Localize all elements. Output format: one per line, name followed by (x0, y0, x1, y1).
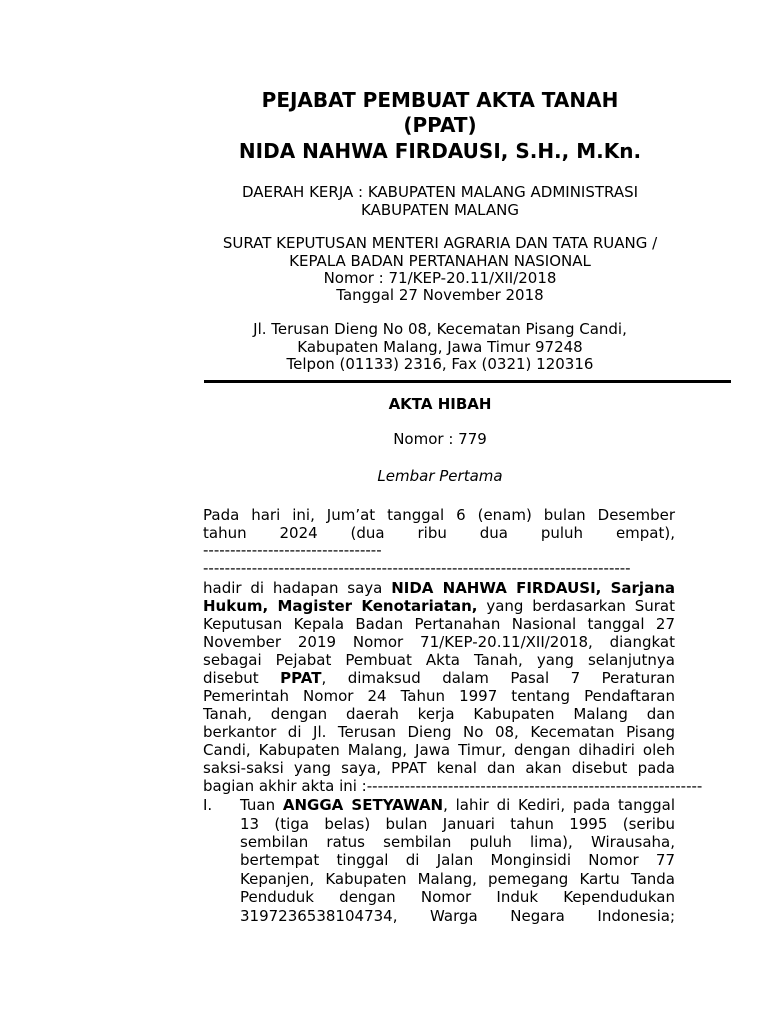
work-area-line-1: DAERAH KERJA : KABUPATEN MALANG ADMINISTRASI (241, 183, 639, 201)
text-run: hadir di hadapan saya (203, 579, 392, 597)
party-marker: I. (203, 796, 213, 814)
address-line-2: Kabupaten Malang, Jawa Timur 97248 (297, 338, 583, 356)
decree-line-1: SURAT KEPUTUSAN MENTERI AGRARIA DAN TATA RUANG / (222, 234, 658, 252)
party-line-1 (240, 796, 675, 814)
header-divider (204, 380, 731, 383)
paragraph-line-8: Tanah, dengan daerah kerja Kabupaten Malang dan (203, 705, 675, 723)
official-name-bold: NIDA NAHWA FIRDAUSI, Sarjana (391, 579, 675, 597)
official-degree-bold: Hukum, Magister Kenotariatan, (203, 597, 478, 615)
paragraph-line-9: berkantor di Jl. Terusan Dieng No 08, Kecematan Pisang (203, 723, 675, 741)
decree-number: Nomor : 71/KEP-20.11/XII/2018 (323, 269, 557, 287)
text-run: , lahir di Kediri, pada tanggal (443, 796, 676, 814)
party-line-4: bertempat tinggal di Jalan Monginsidi Nomor 77 (240, 851, 675, 869)
paragraph-line-7: Pemerintah Nomor 24 Tahun 1997 tentang Pendaftaran (203, 687, 675, 705)
paragraph-line-12: bagian akhir akta ini :-------------------------------------------------------------- (203, 777, 703, 795)
decree-line-2: KEPALA BADAN PERTANAHAN NASIONAL (289, 252, 591, 270)
deed-title: AKTA HIBAH (388, 395, 492, 413)
paragraph-line-10: Candi, Kabupaten Malang, Jawa Timur, dengan dihadiri oleh (203, 741, 675, 759)
official-name: NIDA NAHWA FIRDAUSI, S.H., M.Kn. (238, 139, 642, 163)
party-line-6: Penduduk dengan Nomor Induk Kependudukan (240, 888, 675, 906)
paragraph-line-6 (203, 669, 675, 687)
deed-sheet: Lembar Pertama (377, 467, 503, 485)
address-line-1: Jl. Terusan Dieng No 08, Kecematan Pisang Candi, (253, 320, 627, 338)
paragraph-line-2 (203, 597, 675, 615)
paragraph-line-3: Keputusan Kepala Badan Pertanahan Nasional tanggal 27 (203, 615, 675, 633)
party-line-7: 3197236538104734, Warga Negara Indonesia; (240, 907, 675, 925)
text-run: disebut (203, 669, 281, 687)
contact-line: Telpon (01133) 2316, Fax (0321) 120316 (286, 355, 594, 373)
opening-line-2: tahun 2024 (dua ribu dua puluh empat), (203, 524, 675, 542)
paragraph-line-1 (203, 579, 675, 597)
party-line-3: sembilan ratus sembilan puluh lima), Wirausaha, (240, 833, 675, 851)
office-title: PEJABAT PEMBUAT AKTA TANAH (261, 88, 619, 112)
party-line-5: Kepanjen, Kabupaten Malang, pemegang Kartu Tanda (240, 870, 675, 888)
text-run: yang berdasarkan Surat (477, 597, 675, 615)
paragraph-line-4: November 2019 Nomor 71/KEP-20.11/XII/2018, diangkat (203, 633, 675, 651)
decree-date: Tanggal 27 November 2018 (336, 286, 544, 304)
party-line-2: 13 (tiga belas) bulan Januari tahun 1995 (seribu (240, 815, 675, 833)
text-run: Tuan (240, 796, 283, 814)
party-name-bold: ANGGA SETYAWAN (282, 796, 444, 814)
opening-filler-2: ------------------------------------------------------------------------------- (203, 559, 631, 577)
opening-filler-1: --------------------------------- (203, 541, 382, 559)
paragraph-line-11: saksi-saksi yang saya, PPAT kenal dan akan disebut pada (203, 759, 675, 777)
ppat-bold: PPAT (280, 669, 322, 687)
office-abbreviation: (PPAT) (403, 113, 477, 137)
deed-number: Nomor : 779 (393, 430, 487, 448)
text-run: , dimaksud dalam Pasal 7 Peraturan (321, 669, 675, 687)
paragraph-line-5: sebagai Pejabat Pembuat Akta Tanah, yang selanjutnya (203, 651, 675, 669)
work-area-line-2: KABUPATEN MALANG (361, 201, 519, 219)
opening-line-1: Pada hari ini, Jum’at tanggal 6 (enam) bulan Desember (203, 506, 675, 524)
